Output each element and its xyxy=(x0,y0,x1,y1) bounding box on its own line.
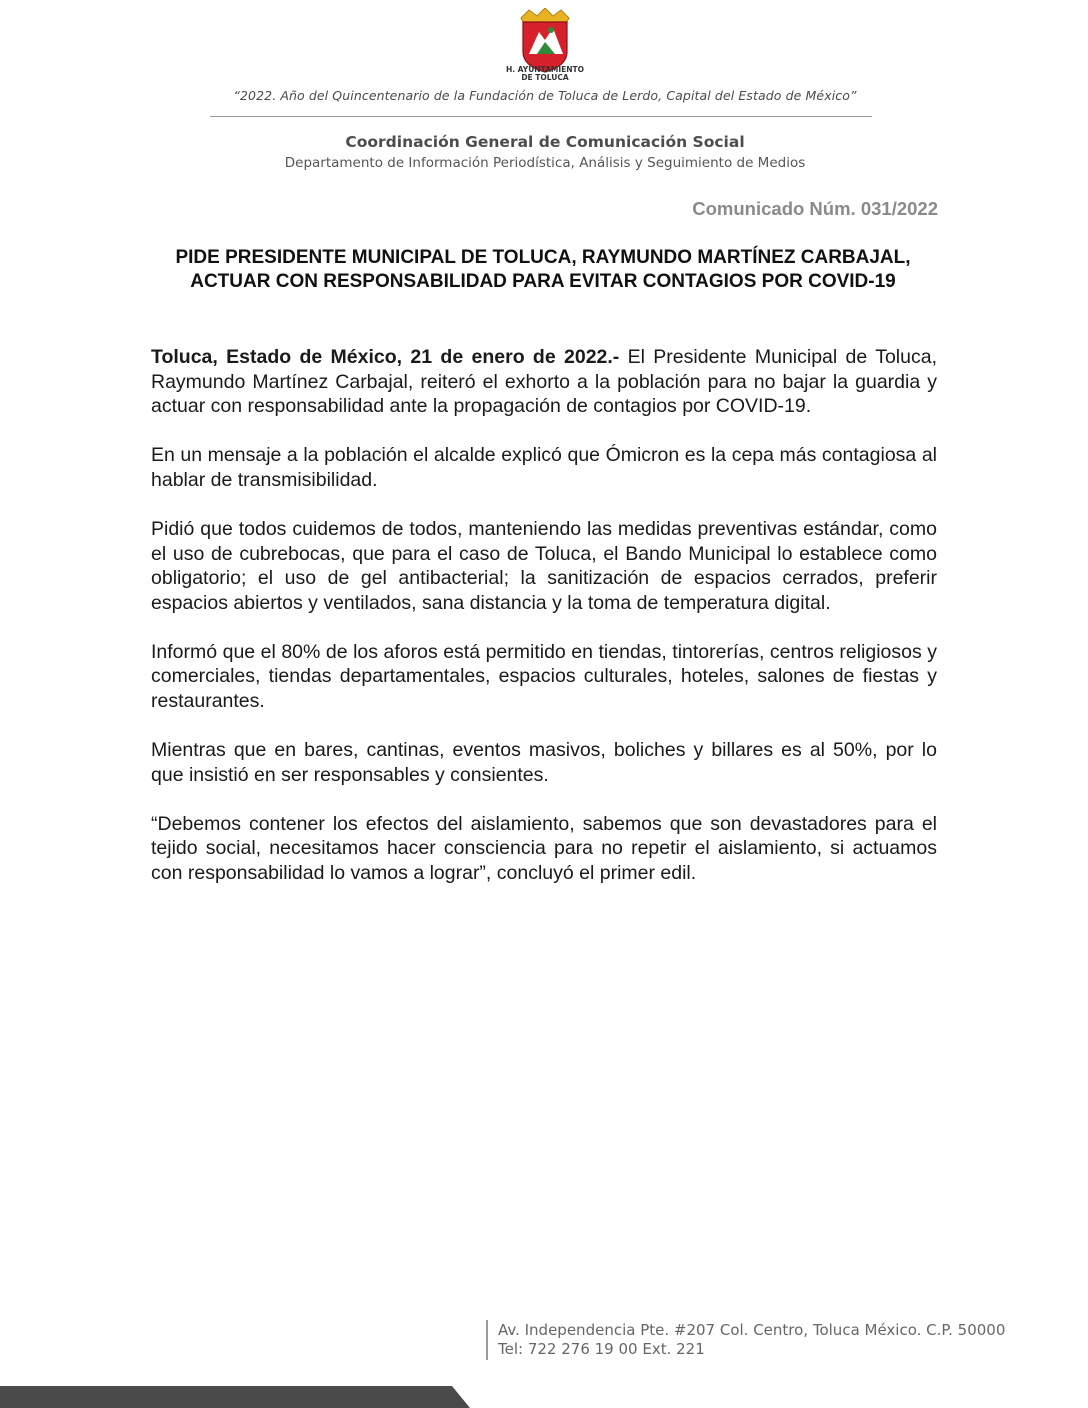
header-divider xyxy=(210,116,872,117)
logo-caption-line2: DE TOLUCA xyxy=(521,73,569,82)
press-release-headline: PIDE PRESIDENTE MUNICIPAL DE TOLUCA, RAYMUNDO MARTÍNEZ CARBAJAL, ACTUAR CON RESPONSABILIDAD PARA EVITAR CONTAGIOS POR COVID-19 xyxy=(175,247,911,292)
department-subtitle: Departamento de Información Periodística, Análisis y Seguimiento de Medios xyxy=(284,155,806,171)
paragraph-3: Pidió que todos cuidemos de todos, manteniendo las medidas preventivas estándar, como el uso de cubrebocas, que para el caso de Toluca, el Bando Municipal lo establece como obligatorio; el uso de gel antibacterial; la sanitización de espacios cerrados, preferir espacios abiertos y ventilados, sana distancia y la toma de temperatura digital. xyxy=(151,517,937,614)
footer-decorative-strip xyxy=(0,1386,1088,1408)
paragraph-1-text: El Presidente Municipal de Toluca, Raymundo Martínez Carbajal, reiteró el exhorto a la población para no bajar la guardia y actuar con responsabilidad ante la propagación de contagios por COVID-19. xyxy=(151,346,937,418)
footer-address: Av. Independencia Pte. #207 Col. Centro, Toluca México. C.P. 50000 xyxy=(498,1321,1006,1339)
paragraph-4: Informó que el 80% de los aforos está permitido en tiendas, tintorerías, centros religiosos y comerciales, tiendas departamentales, espacios culturales, hoteles, salones de fiestas y restaurantes. xyxy=(151,640,937,713)
department-title: Coordinación General de Comunicación Social xyxy=(345,133,745,151)
comunicado-number: Comunicado Núm. 031/2022 xyxy=(692,198,938,219)
year-motto: “2022. Año del Quincentenario de la Fundación de Toluca de Lerdo, Capital del Estado de México” xyxy=(233,88,857,103)
footer-phone: Tel: 722 276 19 00 Ext. 221 xyxy=(498,1340,705,1358)
press-release-body xyxy=(151,345,937,910)
footer-divider xyxy=(486,1320,488,1360)
paragraph-2: En un mensaje a la población el alcalde explicó que Ómicron es la cepa más contagiosa al hablar de transmisibilidad. xyxy=(151,444,937,491)
dateline: Toluca, Estado de México, 21 de enero de 2022.- xyxy=(151,346,620,368)
paragraph-5: Mientras que en bares, cantinas, eventos masivos, boliches y billares es al 50%, por lo que insistió en ser responsables y consientes. xyxy=(151,739,937,786)
paragraph-6: “Debemos contener los efectos del aislamiento, sabemos que son devastadores para el tejido social, necesitamos hacer consciencia para no repetir el aislamiento, si actuamos con responsabilidad lo vamos a lograr”, concluyó el primer edil. xyxy=(151,812,937,884)
logo-caption-line1: H. AYUNTAMIENTO xyxy=(505,65,585,74)
paragraph-1 xyxy=(151,345,937,419)
